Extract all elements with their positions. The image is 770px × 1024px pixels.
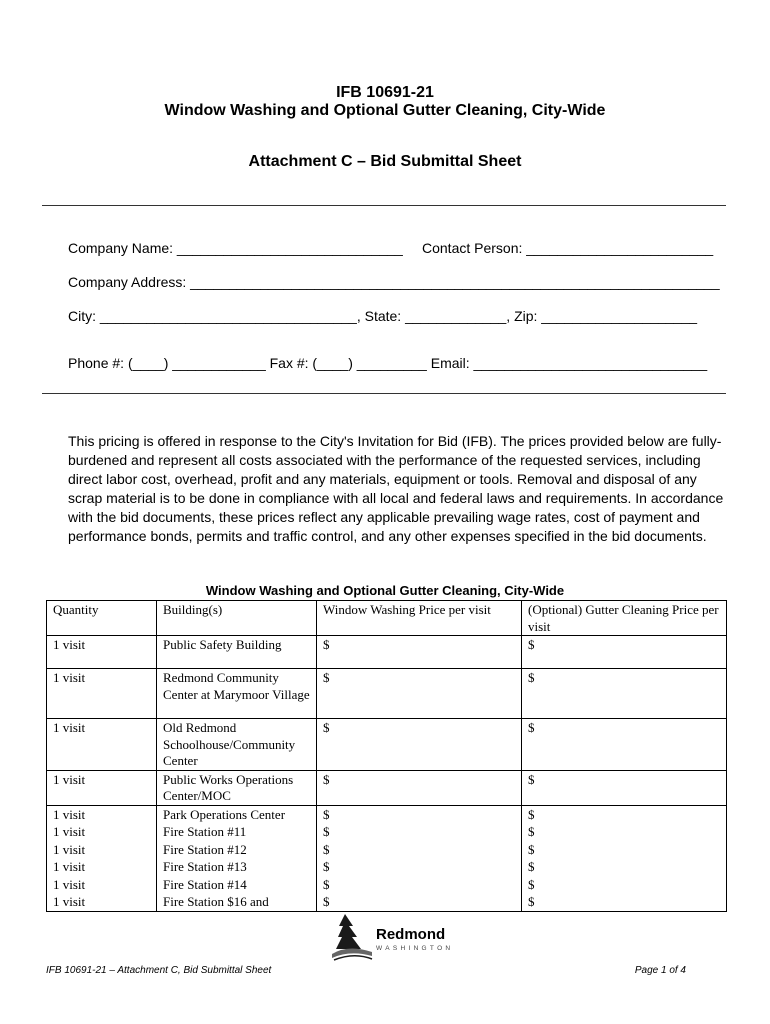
logo-wordmark: Redmond [376, 926, 446, 943]
table-row [47, 858, 727, 876]
table-row [47, 876, 727, 894]
gutter-price-input[interactable]: $ [522, 669, 727, 719]
table-row [47, 805, 727, 823]
quantity-cell: 1 visit [47, 893, 157, 911]
building-cell: Fire Station #14 [157, 876, 317, 894]
table-caption: Window Washing and Optional Gutter Cleaning, City-Wide [205, 583, 565, 598]
gutter-price-input[interactable]: $ [522, 770, 727, 805]
redmond-mark-swoosh [334, 956, 372, 960]
header-gutter-price: (Optional) Gutter Cleaning Price per visit [522, 601, 727, 636]
quantity-cell: 1 visit [47, 823, 157, 841]
top-divider [42, 205, 726, 206]
table-row [47, 893, 727, 911]
header-quantity: Quantity [47, 601, 157, 636]
gutter-price-input[interactable]: $ [522, 858, 727, 876]
window-price-input[interactable]: $ [317, 636, 522, 669]
quantity-cell: 1 visit [47, 636, 157, 669]
building-cell: Fire Station $16 and [157, 893, 317, 911]
table-header-row [47, 601, 727, 636]
attachment-title: Attachment C – Bid Submittal Sheet [248, 153, 522, 170]
phone-fax-email-field[interactable]: Phone #: (____) ____________ Fax #: (____) _________ Email: ______________________________ [68, 355, 708, 371]
header-buildings: Building(s) [157, 601, 317, 636]
gutter-price-input[interactable]: $ [522, 893, 727, 911]
project-title: Window Washing and Optional Gutter Cleaning, City-Wide [164, 102, 606, 119]
logo-subtitle: WASHINGTON [376, 945, 454, 952]
table-row [47, 669, 727, 719]
building-cell: Fire Station #13 [157, 858, 317, 876]
quantity-cell: 1 visit [47, 858, 157, 876]
bottom-divider [42, 393, 726, 394]
gutter-price-input[interactable]: $ [522, 841, 727, 859]
pricing-statement-line: scrap material is to be done in compliance with all local and federal laws and requirements. In accordance [68, 490, 724, 506]
pricing-statement-line: burdened and represent all costs associated with the performance of the requested services, including [68, 452, 701, 468]
window-price-input[interactable]: $ [317, 669, 522, 719]
bid-price-table [46, 600, 727, 912]
redmond-logo [328, 912, 458, 962]
city-state-zip-field[interactable]: City: _________________________________, State: _____________, Zip: ____________________ [68, 308, 698, 324]
table-row [47, 636, 727, 669]
table-row [47, 841, 727, 859]
gutter-price-input[interactable]: $ [522, 636, 727, 669]
quantity-cell: 1 visit [47, 876, 157, 894]
building-cell: Fire Station #12 [157, 841, 317, 859]
table-row [47, 770, 727, 805]
pricing-statement-line: This pricing is offered in response to the City's Invitation for Bid (IFB). The prices provided below are fully- [68, 433, 722, 449]
building-cell: Fire Station #11 [157, 823, 317, 841]
company-name-field[interactable]: Company Name: _____________________________ [68, 240, 403, 256]
window-price-input[interactable]: $ [317, 823, 522, 841]
window-price-input[interactable]: $ [317, 841, 522, 859]
gutter-price-input[interactable]: $ [522, 805, 727, 823]
contact-person-field[interactable]: Contact Person: ________________________ [422, 240, 714, 256]
window-price-input[interactable]: $ [317, 719, 522, 771]
pricing-statement-line: performance bonds, permits and traffic control, and any other expenses specified in the bid documents. [68, 528, 707, 544]
company-address-field[interactable]: Company Address: ____________________________________________________________________ [68, 274, 720, 290]
building-cell: Old Redmond Schoolhouse/Community Center [157, 719, 317, 771]
window-price-input[interactable]: $ [317, 893, 522, 911]
window-price-input[interactable]: $ [317, 876, 522, 894]
window-price-input[interactable]: $ [317, 805, 522, 823]
pricing-statement [68, 432, 728, 546]
table-row [47, 719, 727, 771]
window-price-input[interactable]: $ [317, 858, 522, 876]
gutter-price-input[interactable]: $ [522, 876, 727, 894]
building-cell: Public Works Operations Center/MOC [157, 770, 317, 805]
quantity-cell: 1 visit [47, 719, 157, 771]
redmond-mark-tree [336, 914, 361, 949]
footer-page-number: Page 1 of 4 [634, 965, 686, 976]
window-price-input[interactable]: $ [317, 770, 522, 805]
building-cell: Public Safety Building [157, 636, 317, 669]
quantity-cell: 1 visit [47, 770, 157, 805]
header-window-price: Window Washing Price per visit [317, 601, 522, 636]
ifb-number: IFB 10691-21 [336, 84, 434, 101]
quantity-cell: 1 visit [47, 805, 157, 823]
quantity-cell: 1 visit [47, 669, 157, 719]
table-row [47, 823, 727, 841]
pricing-statement-line: with the bid documents, these prices reflect any applicable prevailing wage rates, cost of payment and [68, 509, 700, 525]
building-cell: Park Operations Center [157, 805, 317, 823]
quantity-cell: 1 visit [47, 841, 157, 859]
building-cell: Redmond Community Center at Marymoor Village [157, 669, 317, 719]
pricing-statement-line: direct labor cost, overhead, profit and any materials, equipment or tools. Removal and disposal of any [68, 471, 697, 487]
footer-doc-label: IFB 10691-21 – Attachment C, Bid Submittal Sheet [46, 965, 272, 976]
redmond-mark-icon [328, 912, 374, 962]
gutter-price-input[interactable]: $ [522, 719, 727, 771]
gutter-price-input[interactable]: $ [522, 823, 727, 841]
